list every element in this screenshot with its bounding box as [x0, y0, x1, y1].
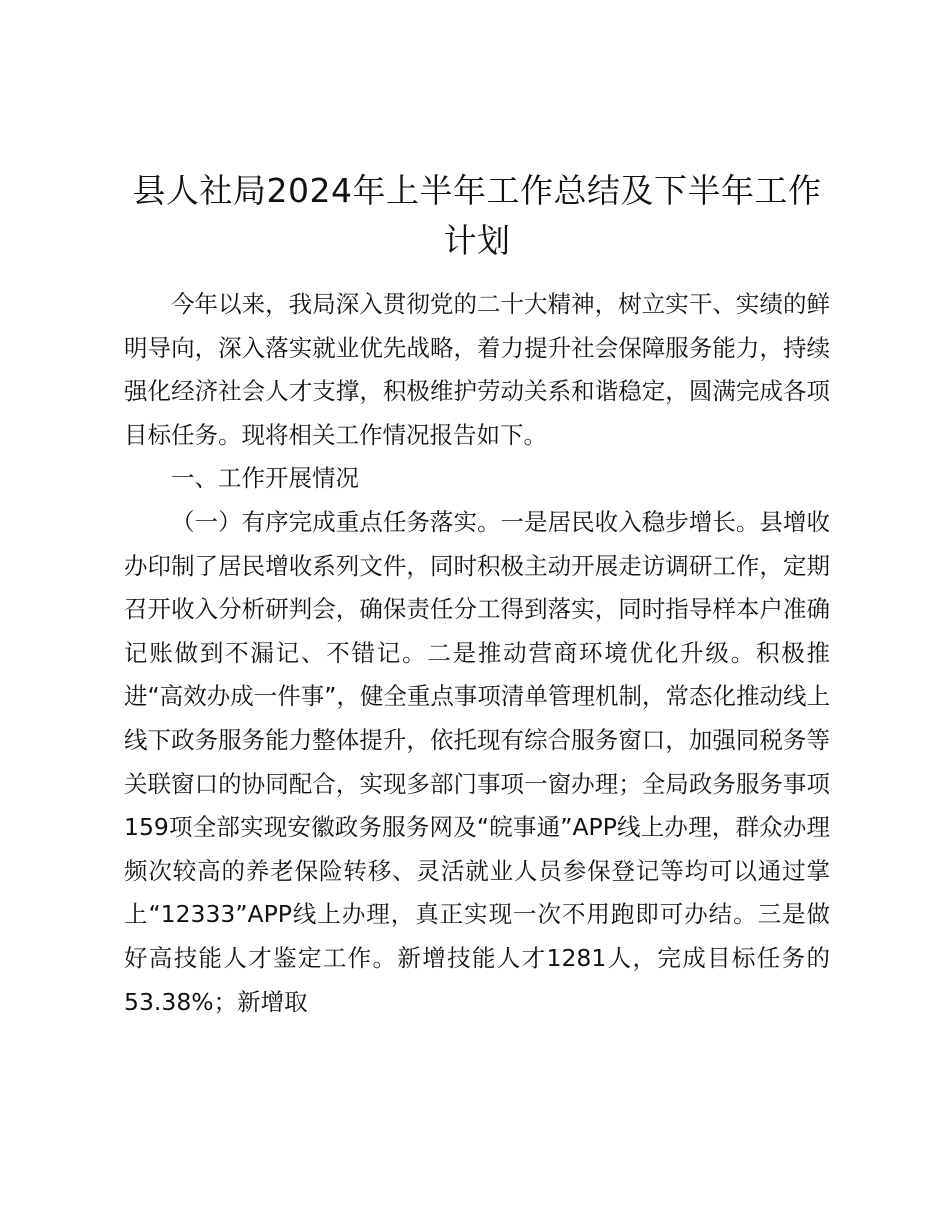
section-paragraph: （一）有序完成重点任务落实。一是居民收入稳步增长。县增收办印制了居民增收系列文件，同时积极主动开展走访调研工作，定期召开收入分析研判会，确保责任分工得到落实，同时指导样本户准确记账做到不漏记、不错记。二是推动营商环境优化升级。积极推进“高效办成一件事”，健全重点事项清单管理机制，常态化推动线上线下政务服务能力整体提升，依托现有综合服务窗口，加强同税务等关联窗口的协同配合，实现多部门事项一窗办理；全局政务服务事项159项全部实现安徽政务服务网及“皖事通”APP线上办理，群众办理频次较高的养老保险转移、灵活就业人员参保登记等均可以通过掌上“12333”APP线上办理，真正实现一次不用跑即可办结。三是做好高技能人才鉴定工作。新增技能人才1281人，完成目标任务的53.38%；新增取	[124, 507, 830, 1016]
section-heading: 一、工作开展情况	[171, 464, 359, 493]
intro-paragraph: 今年以来，我局深入贯彻党的二十大精神，树立实干、实绩的鲜明导向，深入落实就业优先战略，着力提升社会保障服务能力，持续强化经济社会人才支撑，积极维护劳动关系和谐稳定，圆满完成各项目标任务。现将相关工作情况报告如下。	[124, 290, 830, 449]
document-title: 县人社局2024年上半年工作总结及下半年工作计划	[132, 171, 822, 260]
document-body	[124, 283, 830, 1024]
